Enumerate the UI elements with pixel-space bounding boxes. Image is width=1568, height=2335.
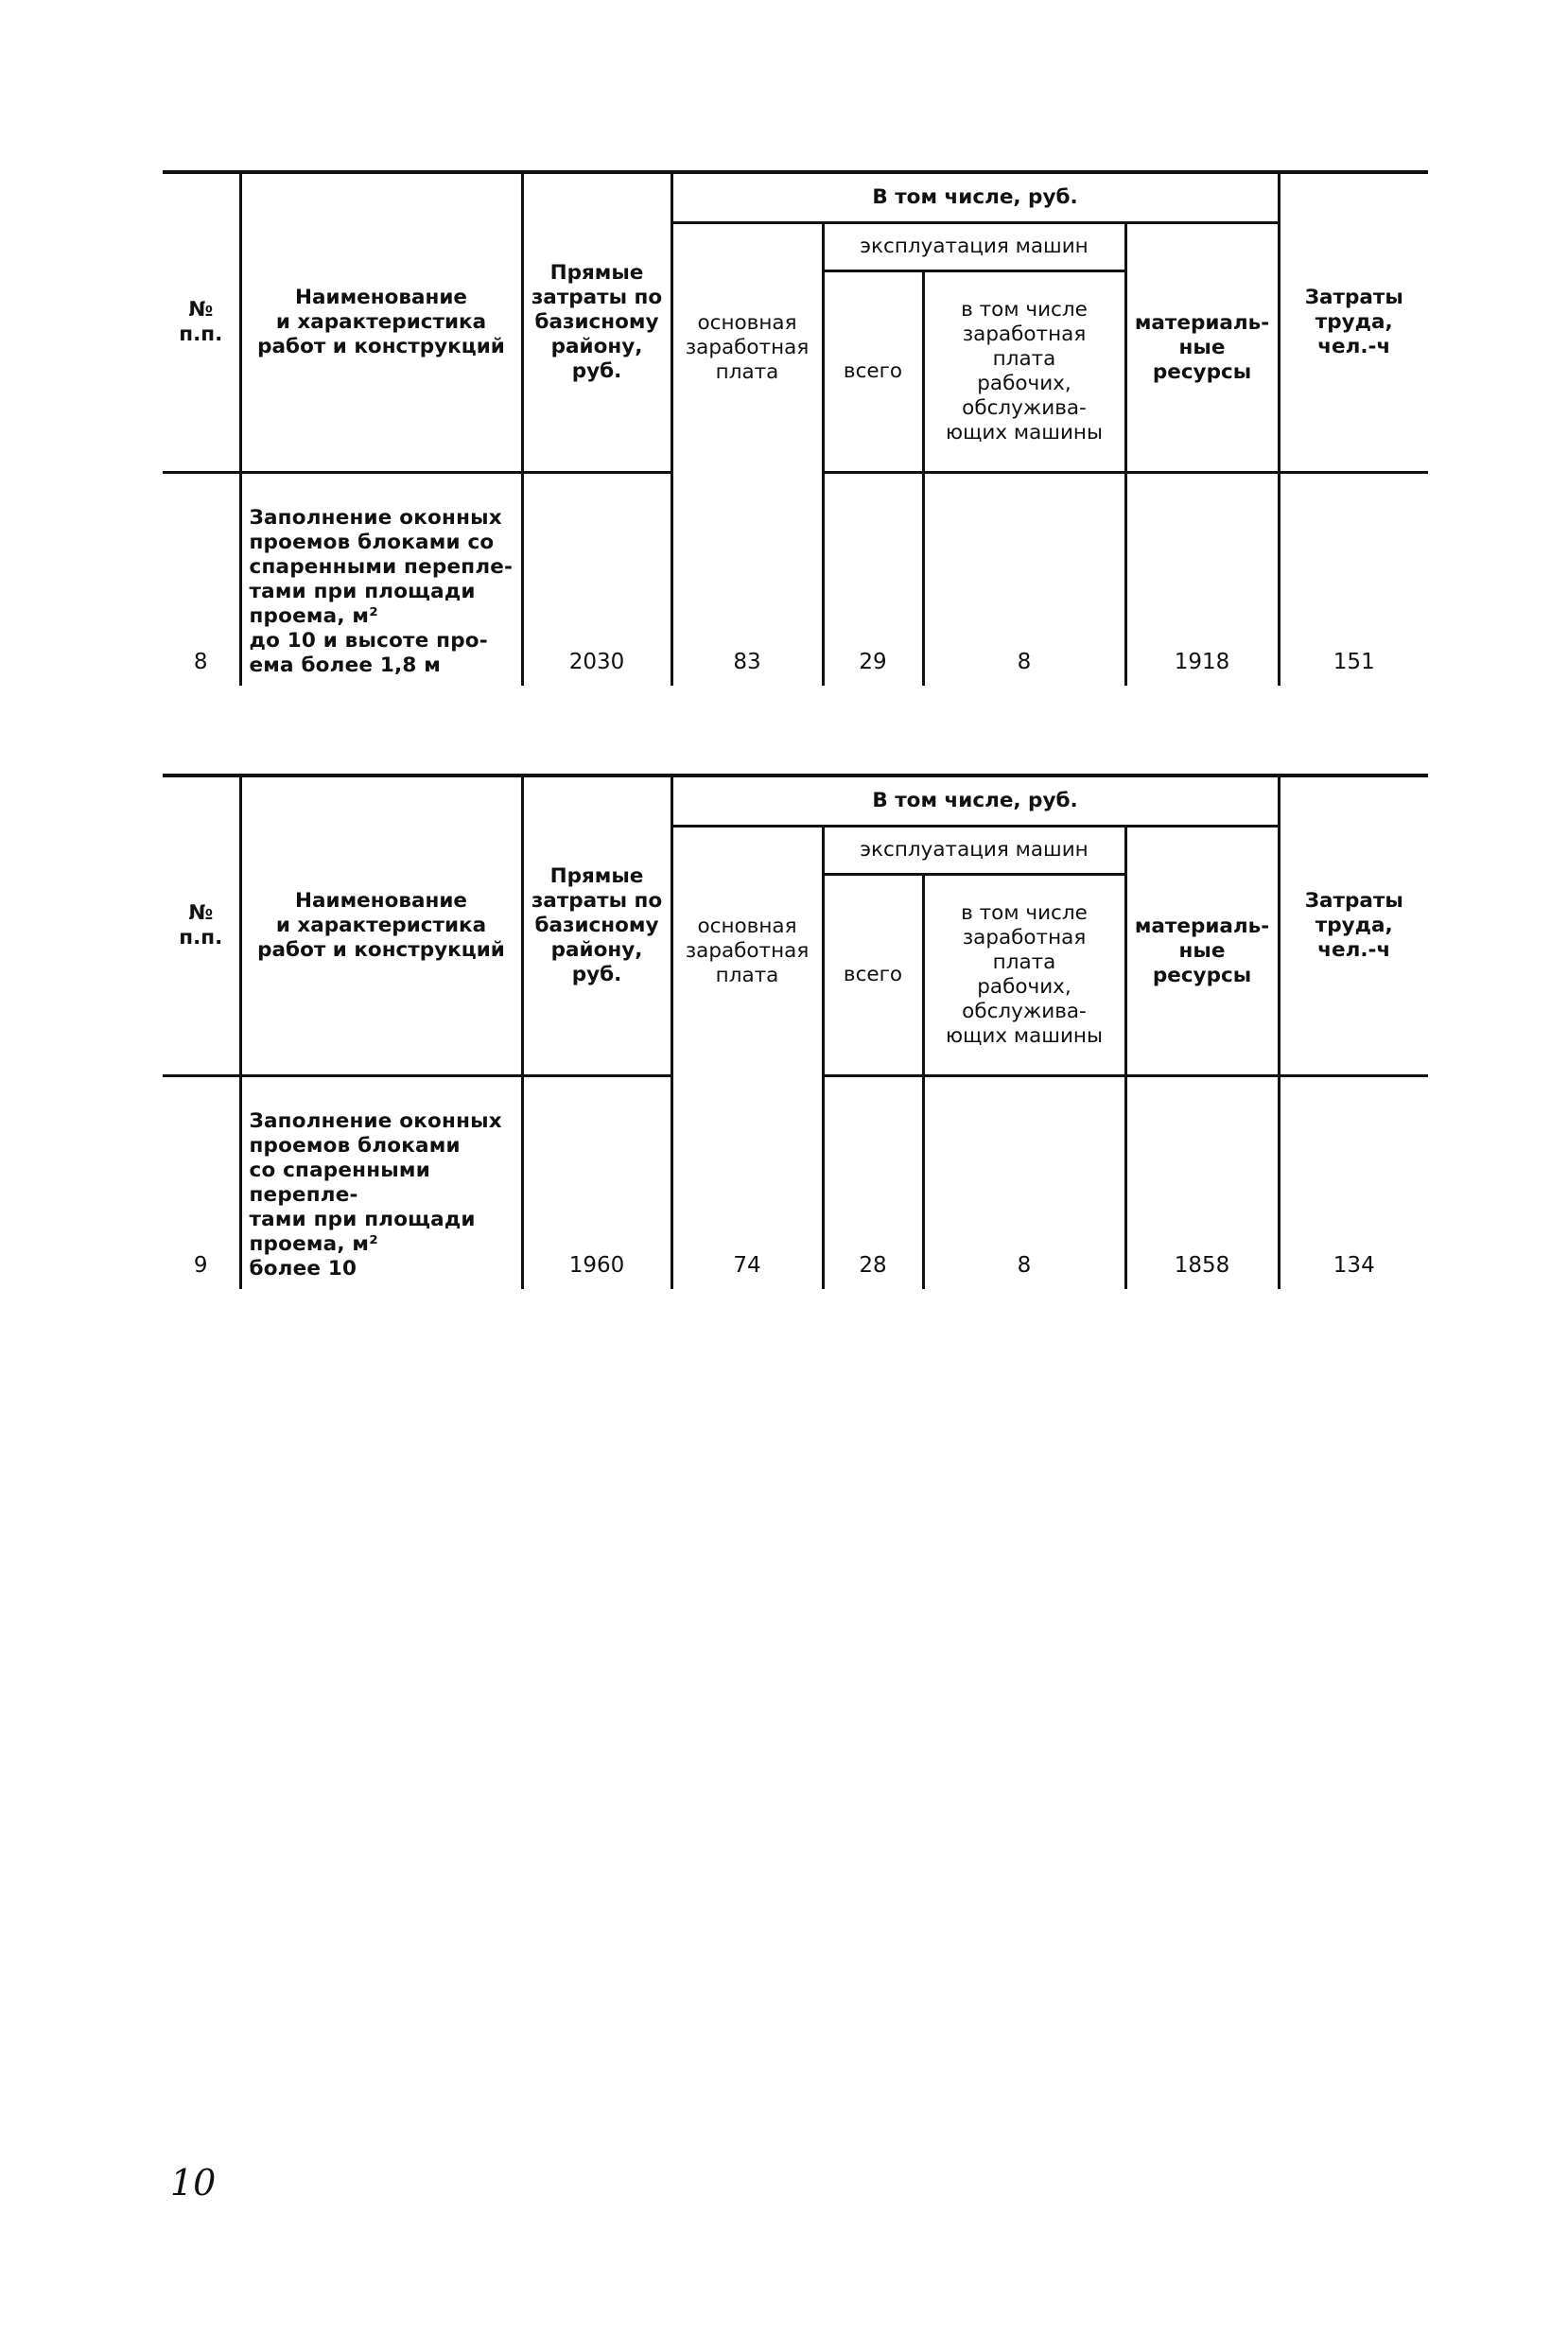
col-machines-total-header: всего xyxy=(823,271,923,473)
row-direct-costs: 1960 xyxy=(522,1083,671,1289)
row-direct-costs: 2030 xyxy=(522,479,671,686)
cost-table-1 xyxy=(163,170,1428,686)
col-machines-wage-header: в том числе заработная плата рабочих, обслужива- ющих машины xyxy=(923,271,1125,473)
col-name-header: Наименование и характеристика работ и конструкций xyxy=(240,775,522,1076)
col-direct-costs-header: Прямые затраты по базисному району, руб. xyxy=(522,172,671,473)
col-basic-wage-header: основная заработная плата xyxy=(671,223,823,473)
row-materials: 1918 xyxy=(1125,479,1279,686)
col-machines-wage-header: в том числе заработная плата рабочих, обслужива- ющих машины xyxy=(923,875,1125,1076)
row-basic-wage: 83 xyxy=(671,479,823,686)
col-number-header: № п.п. xyxy=(163,775,240,1076)
page-number: 10 xyxy=(170,2162,217,2204)
col-labor-header: Затраты труда, чел.-ч xyxy=(1279,775,1428,1076)
row-work-name: Заполнение оконных проемов блоками со спаренными перепле- тами при площади проема, м² до 10 и высоте про- ема более 1,8 м xyxy=(240,479,522,686)
row-machines-total: 29 xyxy=(823,479,923,686)
row-number: 9 xyxy=(163,1083,240,1289)
col-machines-total-header: всего xyxy=(823,875,923,1076)
row-basic-wage: 74 xyxy=(671,1083,823,1289)
col-basic-wage-header: основная заработная плата xyxy=(671,827,823,1076)
col-machines-group-header: эксплуатация машин xyxy=(823,827,1125,875)
table-row xyxy=(163,1083,1428,1289)
row-machines-total: 28 xyxy=(823,1083,923,1289)
col-direct-costs-header: Прямые затраты по базисному району, руб. xyxy=(522,775,671,1076)
col-number-header: № п.п. xyxy=(163,172,240,473)
row-machines-wage: 8 xyxy=(923,1083,1125,1289)
row-materials: 1858 xyxy=(1125,1083,1279,1289)
row-labor: 151 xyxy=(1333,650,1375,674)
col-materials-header: материаль- ные ресурсы xyxy=(1125,223,1279,473)
col-including-group-header: В том числе, руб. xyxy=(671,172,1279,223)
col-labor-header: Затраты труда, чел.-ч xyxy=(1279,172,1428,473)
row-work-name: Заполнение оконных проемов блоками со спаренными перепле- тами при площади проема, м² более 10 xyxy=(240,1083,522,1289)
row-machines-wage: 8 xyxy=(923,479,1125,686)
col-name-header: Наименование и характеристика работ и конструкций xyxy=(240,172,522,473)
row-number: 8 xyxy=(163,479,240,686)
row-labor: 134 xyxy=(1333,1253,1375,1278)
table-row xyxy=(163,479,1428,686)
col-materials-header: материаль- ные ресурсы xyxy=(1125,827,1279,1076)
col-including-group-header: В том числе, руб. xyxy=(671,775,1279,827)
cost-table-2 xyxy=(163,774,1428,1289)
col-machines-group-header: эксплуатация машин xyxy=(823,223,1125,271)
